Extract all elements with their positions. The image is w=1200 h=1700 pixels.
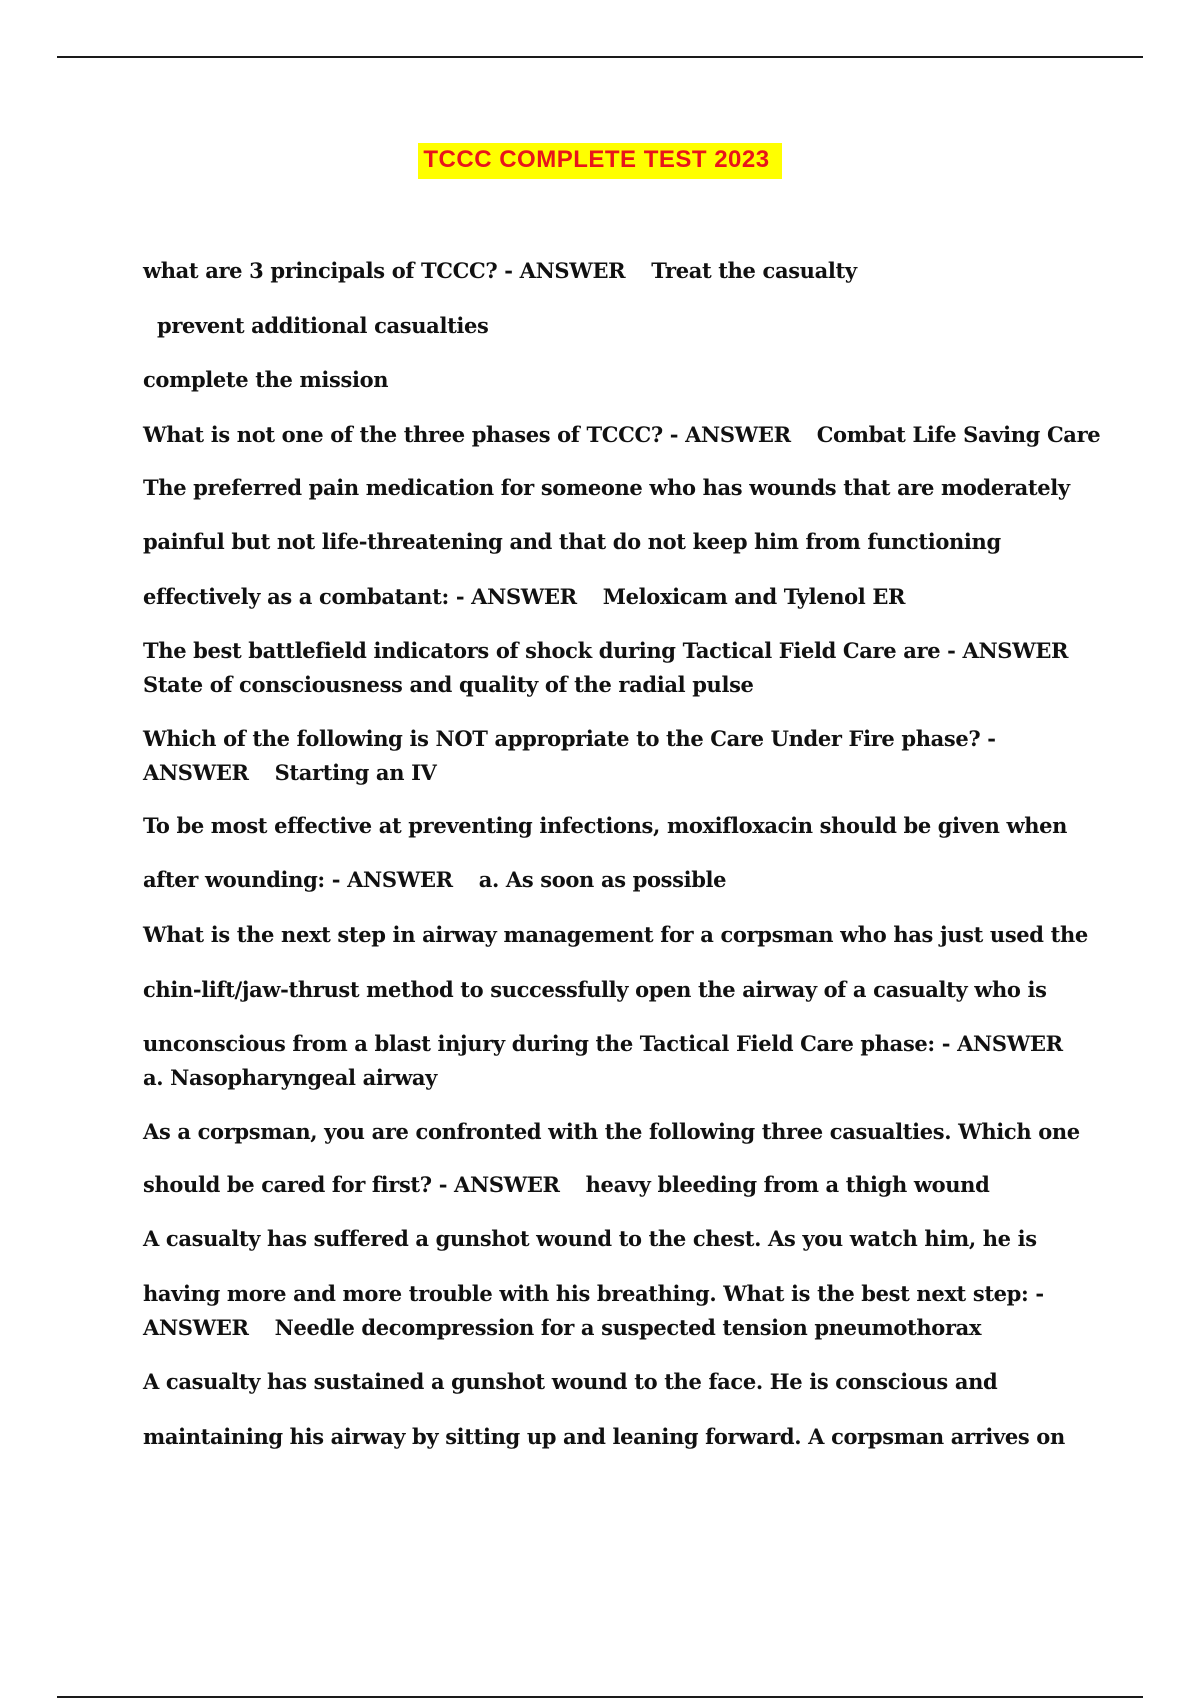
question-line xyxy=(143,527,1001,557)
question-text: What is the next step in airway management for a corpsman who has just used the xyxy=(143,922,1088,947)
question-text: maintaining his airway by sitting up and leaning forward. A corpsman arrives on xyxy=(143,1424,1065,1449)
answer-text: Treat the casualty xyxy=(651,258,857,283)
question-text: What is not one of the three phases of TCCC? xyxy=(143,422,663,447)
page-title: TCCC COMPLETE TEST 2023 xyxy=(418,143,781,179)
question-line xyxy=(143,1170,989,1200)
question-line xyxy=(143,582,905,612)
question-line xyxy=(143,473,1070,503)
question-text: A casualty has sustained a gunshot wound to the face. He is conscious and xyxy=(143,1369,998,1394)
question-text: what are 3 principals of TCCC? xyxy=(143,258,498,283)
title-container xyxy=(0,143,1200,179)
answer-line xyxy=(143,1063,437,1093)
answer-text: Combat Life Saving Care xyxy=(816,422,1101,447)
question-text: As a corpsman, you are confronted with the following three casualties. Which one xyxy=(143,1119,1080,1144)
top-rule xyxy=(57,56,1143,58)
answer-line xyxy=(157,311,489,341)
bottom-rule xyxy=(57,1696,1143,1698)
answer-line xyxy=(143,758,437,788)
answer-text: a. Nasopharyngeal airway xyxy=(143,1065,438,1090)
question-line xyxy=(143,975,1047,1005)
question-line xyxy=(143,1117,1080,1147)
question-text: To be most effective at preventing infections, moxifloxacin should be given when xyxy=(143,813,1068,838)
answer-text: a. As soon as possible xyxy=(478,867,727,892)
answer-text: State of consciousness and quality of the radial pulse xyxy=(143,672,754,697)
question-text: painful but not life-threatening and that do not keep him from functioning xyxy=(143,529,1001,554)
question-text: should be cared for first? xyxy=(143,1172,432,1197)
question-line xyxy=(143,1422,1065,1452)
answer-text: complete the mission xyxy=(143,367,389,392)
answer-text: prevent additional casualties xyxy=(157,313,489,338)
answer-tag: ANSWER xyxy=(143,1315,249,1340)
question-text: chin-lift/jaw-thrust method to successfully open the airway of a casualty who is xyxy=(143,977,1047,1002)
question-line xyxy=(143,724,996,754)
question-text: effectively as a combatant: xyxy=(143,584,449,609)
answer-tag: - ANSWER xyxy=(669,422,791,447)
answer-tag: - ANSWER xyxy=(455,584,577,609)
question-line xyxy=(143,1029,1063,1059)
question-text: The preferred pain medication for someone who has wounds that are moderately xyxy=(143,475,1070,500)
answer-text: Meloxicam and Tylenol ER xyxy=(602,584,906,609)
question-line xyxy=(143,1279,1044,1309)
question-text: after wounding: xyxy=(143,867,325,892)
question-line xyxy=(143,920,1088,950)
question-line xyxy=(143,865,726,895)
answer-tag: - ANSWER xyxy=(331,867,453,892)
question-text: A casualty has suffered a gunshot wound to the chest. As you watch him, he is xyxy=(143,1226,1037,1251)
answer-text: heavy bleeding from a thigh wound xyxy=(585,1172,990,1197)
answer-line xyxy=(143,1313,981,1343)
question-text: The best battlefield indicators of shock during Tactical Field Care are - ANSWER xyxy=(143,638,1069,663)
question-line xyxy=(143,811,1067,841)
answer-line xyxy=(143,670,754,700)
question-line xyxy=(143,636,1068,666)
question-text: Which of the following is NOT appropriate to the Care Under Fire phase? - xyxy=(143,726,996,751)
answer-tag: - ANSWER xyxy=(438,1172,560,1197)
answer-tag: - ANSWER xyxy=(504,258,626,283)
question-line xyxy=(143,256,857,286)
answer-text: Needle decompression for a suspected tension pneumothorax xyxy=(274,1315,982,1340)
question-text: having more and more trouble with his breathing. What is the best next step: - xyxy=(143,1281,1044,1306)
answer-line xyxy=(143,365,388,395)
question-line xyxy=(143,420,1100,450)
answer-tag: ANSWER xyxy=(143,760,249,785)
question-line xyxy=(143,1367,997,1397)
question-text: unconscious from a blast injury during the Tactical Field Care phase: - ANSWER xyxy=(143,1031,1063,1056)
answer-text: Starting an IV xyxy=(274,760,437,785)
question-line xyxy=(143,1224,1037,1254)
